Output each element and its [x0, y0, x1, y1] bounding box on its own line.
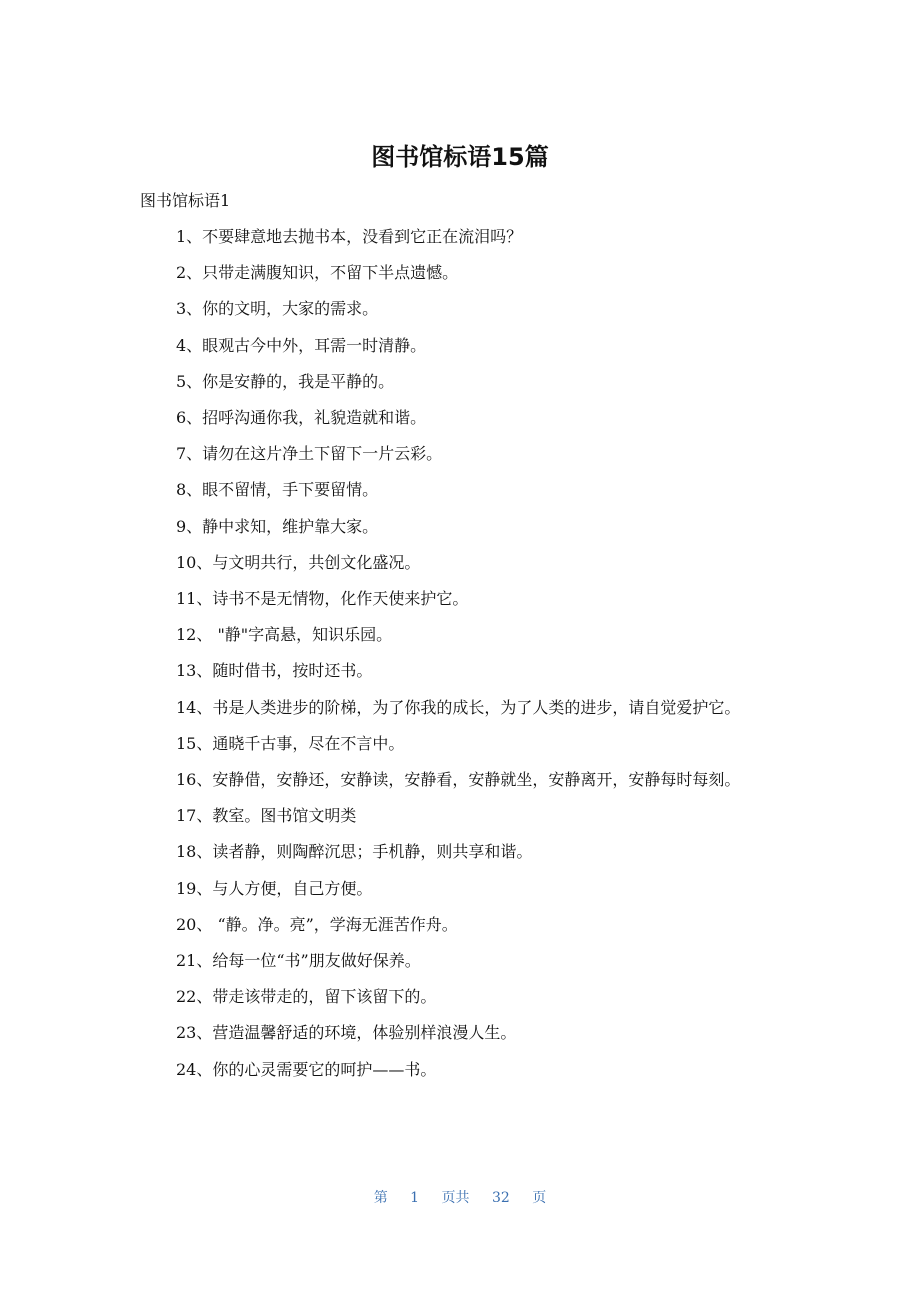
list-item: 17、教室。图书馆文明类: [176, 806, 357, 826]
list-item: 23、营造温馨舒适的环境，体验别样浪漫人生。: [176, 1023, 517, 1043]
list-item: 7、请勿在这片净土下留下一片云彩。: [176, 444, 443, 464]
list-item: 18、读者静，则陶醉沉思；手机静，则共享和谐。: [176, 842, 533, 862]
list-item: 3、你的文明，大家的需求。: [176, 299, 379, 319]
list-item: 9、静中求知，维护靠大家。: [176, 516, 379, 536]
list-item: 15、通晓千古事，尽在不言中。: [176, 733, 405, 753]
footer-page-number: 1: [410, 1190, 420, 1206]
list-item: 22、带走该带走的，留下该留下的。: [176, 987, 437, 1007]
list-item: 21、给每一位“书”朋友做好保养。: [176, 951, 421, 971]
list-item: 11、诗书不是无情物，化作天使来护它。: [176, 589, 469, 609]
list-item: 14、书是人类进步的阶梯，为了你我的成长，为了人类的进步，请自觉爱护它。: [176, 697, 741, 717]
list-item: 5、你是安静的，我是平静的。: [176, 371, 395, 391]
footer-middle: 页共: [441, 1190, 470, 1206]
footer-total-pages: 32: [492, 1190, 510, 1206]
list-item: 16、安静借，安静还，安静读，安静看，安静就坐，安静离开，安静每时每刻。: [176, 770, 741, 790]
list-item: 10、与文明共行，共创文化盛况。: [176, 552, 421, 572]
document-title: 图书馆标语15篇: [371, 143, 549, 171]
section-heading: 图书馆标语1: [140, 191, 231, 210]
slogan-list: [140, 219, 775, 1088]
list-item: 20、 “静。净。亮”，学海无涯苦作舟。: [176, 914, 458, 934]
list-item: 12、 "静"字高悬，知识乐园。: [176, 625, 393, 645]
footer-suffix: 页: [532, 1190, 547, 1206]
list-item: 6、招呼沟通你我，礼貌造就和谐。: [176, 408, 427, 428]
page-footer: [0, 1186, 920, 1210]
list-item: 2、只带走满腹知识，不留下半点遗憾。: [176, 263, 459, 283]
list-item: 8、眼不留情，手下要留情。: [176, 480, 379, 500]
list-item: 13、随时借书，按时还书。: [176, 661, 373, 681]
list-item: 19、与人方便，自己方便。: [176, 878, 373, 898]
footer-prefix: 第: [373, 1190, 388, 1206]
list-item: 1、不要肆意地去抛书本，没看到它正在流泪吗？: [176, 227, 523, 246]
list-item: 24、你的心灵需要它的呵护——书。: [176, 1059, 437, 1079]
list-item: 4、眼观古今中外，耳需一时清静。: [176, 335, 427, 355]
